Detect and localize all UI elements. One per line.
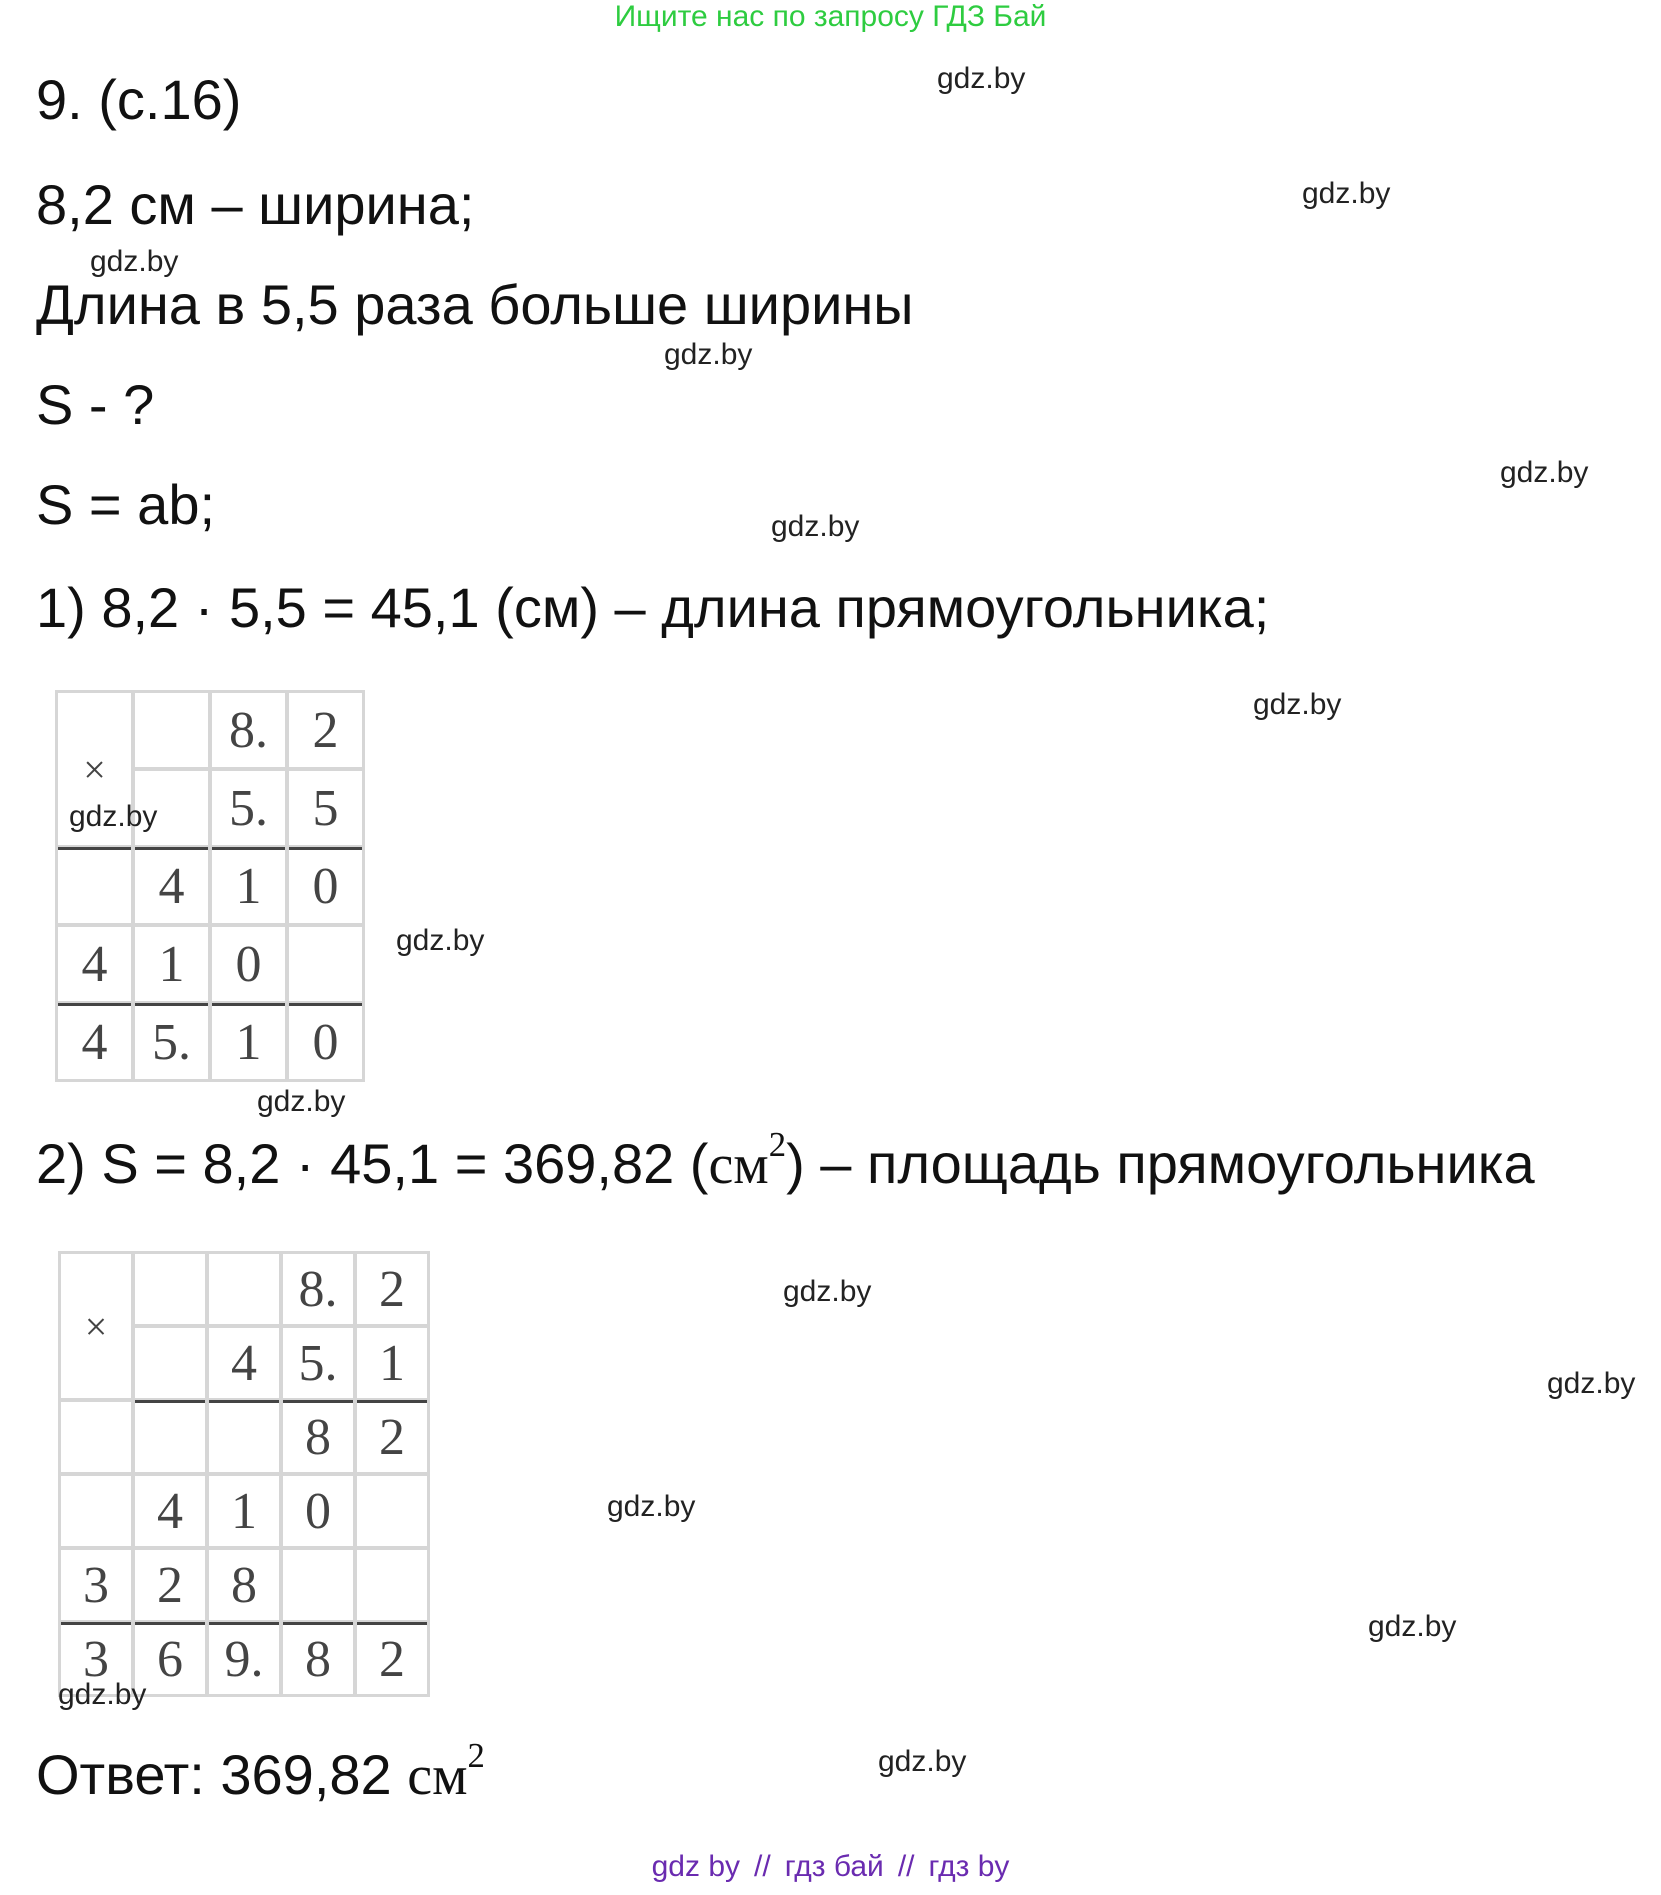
width-line: 8,2 см – ширина;	[36, 173, 475, 236]
length-condition-line: Длина в 5,5 раза больше ширины	[36, 273, 914, 336]
grid-cell: 0	[289, 847, 362, 923]
grid-cell: 4	[135, 847, 208, 923]
step2-exponent: 2	[768, 1124, 787, 1164]
grid-cell: 8	[283, 1622, 353, 1694]
watermark: gdz.by	[1547, 1367, 1636, 1400]
step1-line: 1) 8,2 · 5,5 = 45,1 (см) – длина прямоугольника;	[36, 576, 1270, 639]
watermark: gdz.by	[396, 924, 485, 957]
grid-cell: 5.	[135, 1003, 208, 1079]
watermark: gdz.by	[1368, 1610, 1457, 1643]
answer-line	[36, 1735, 485, 1807]
grid-cell: 2	[357, 1622, 427, 1694]
watermark: gdz.by	[257, 1085, 346, 1118]
grid-cell: 0	[289, 1003, 362, 1079]
footer-links	[0, 1850, 1661, 1884]
step2-tail: ) – площадь прямоугольника	[786, 1132, 1535, 1195]
grid-cell: 0	[283, 1476, 353, 1546]
grid-cell	[135, 1254, 205, 1324]
footer-link[interactable]: гдз бай	[784, 1850, 884, 1883]
grid-cell: 1	[212, 1003, 285, 1079]
watermark: gdz.by	[664, 338, 753, 371]
grid-cell: 9.	[209, 1622, 279, 1694]
grid-cell: 4	[209, 1328, 279, 1398]
answer-unit: см	[407, 1745, 468, 1807]
formula-line: S = ab;	[36, 473, 216, 536]
step2-text: 2) S = 8,2 · 45,1 = 369,82 (	[36, 1132, 709, 1195]
exercise-number: 9. (с.16)	[36, 68, 242, 131]
grid-cell: 5.	[212, 771, 285, 845]
grid-cell	[357, 1476, 427, 1546]
watermark: gdz.by	[58, 1678, 147, 1711]
grid-cell	[289, 927, 362, 1001]
multiply-sign: ×	[58, 693, 131, 845]
grid-cell: 2	[357, 1254, 427, 1324]
footer-separator: //	[897, 1850, 915, 1883]
footer-link[interactable]: gdz by	[651, 1850, 741, 1883]
grid-cell: 1	[135, 927, 208, 1001]
grid-cell: 3	[61, 1550, 131, 1620]
multiplication-grid-1	[55, 690, 365, 1082]
grid-cell	[135, 1400, 205, 1472]
grid-cell	[61, 1476, 131, 1546]
grid-cell: 5	[289, 771, 362, 845]
grid-cell: 8	[283, 1400, 353, 1472]
watermark: gdz.by	[69, 800, 158, 833]
grid-cell	[58, 847, 131, 923]
answer-exponent: 2	[467, 1735, 485, 1775]
grid-cell	[135, 1328, 205, 1398]
watermark: gdz.by	[90, 245, 179, 278]
grid-cell: 2	[135, 1550, 205, 1620]
grid-cell	[283, 1550, 353, 1620]
grid-cell: 0	[212, 927, 285, 1001]
watermark: gdz.by	[1302, 177, 1391, 210]
watermark: gdz.by	[1253, 688, 1342, 721]
grid-cell: 1	[212, 847, 285, 923]
watermark: gdz.by	[607, 1490, 696, 1523]
grid-cell	[61, 1402, 131, 1472]
step2-line	[36, 1124, 1535, 1196]
answer-text: Ответ: 369,82	[36, 1743, 408, 1806]
grid-cell: 5.	[283, 1328, 353, 1398]
footer-separator: //	[754, 1850, 771, 1883]
grid-cell: 1	[209, 1476, 279, 1546]
grid-cell: 1	[357, 1328, 427, 1398]
footer-link[interactable]: гдз by	[928, 1850, 1010, 1883]
grid-cell	[209, 1400, 279, 1472]
step2-unit: см	[708, 1134, 769, 1196]
grid-cell: 2	[289, 693, 362, 767]
watermark: gdz.by	[1500, 456, 1589, 489]
grid-cell: 4	[58, 927, 131, 1001]
grid-cell: 6	[135, 1622, 205, 1694]
grid-cell: 8.	[212, 693, 285, 767]
grid-cell: 8	[209, 1550, 279, 1620]
watermark: gdz.by	[937, 62, 1026, 95]
multiply-sign: ×	[61, 1254, 131, 1398]
watermark: gdz.by	[783, 1275, 872, 1308]
grid-cell: 3	[61, 1622, 131, 1694]
grid-cell	[357, 1550, 427, 1620]
grid-cell: 2	[357, 1400, 427, 1472]
multiplication-grid-2	[58, 1251, 430, 1697]
grid-cell	[209, 1254, 279, 1324]
grid-cell: 8.	[283, 1254, 353, 1324]
question-line: S - ?	[36, 373, 155, 436]
search-hint-banner: Ищите нас по запросу ГДЗ Бай	[614, 0, 1047, 33]
grid-cell	[135, 693, 208, 767]
watermark: gdz.by	[771, 510, 860, 543]
grid-cell: 4	[58, 1003, 131, 1079]
watermark: gdz.by	[878, 1745, 967, 1778]
grid-cell: 4	[135, 1476, 205, 1546]
